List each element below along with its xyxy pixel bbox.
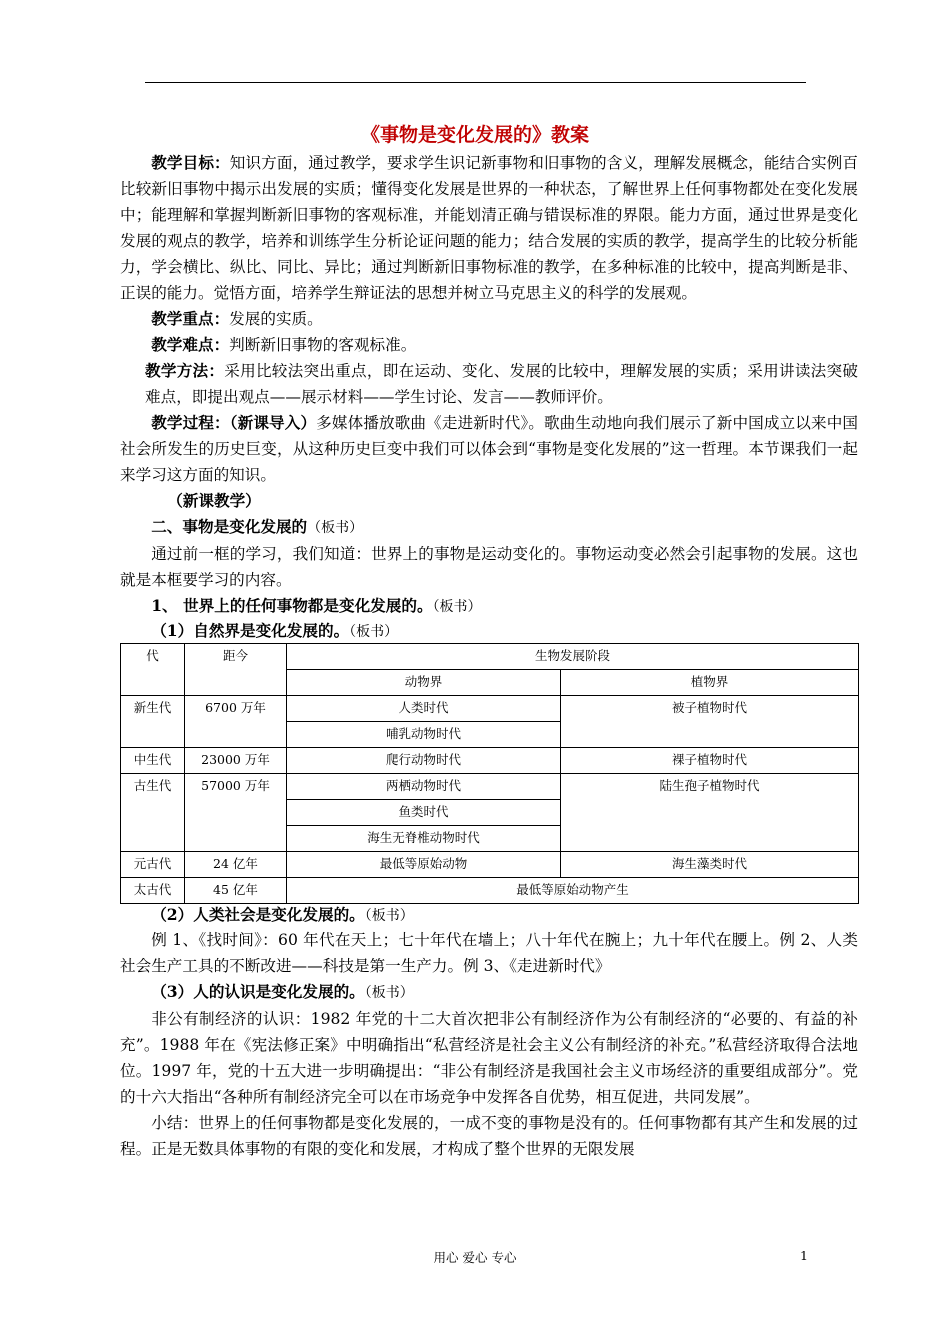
table-header-cell: 植物界 [561, 670, 859, 696]
process-label: 教学过程：（新课导入） [151, 413, 317, 432]
sub-two-note: （板书） [364, 908, 414, 924]
table-row [121, 878, 859, 904]
sub-three-title: （3）人的认识是变化发展的。 [151, 982, 365, 1001]
table-cell: 古生代 [121, 774, 185, 852]
point-one-title: 1、 世界上的任何事物都是变化发展的。 [151, 596, 433, 615]
table-cell: 鱼类时代 [287, 800, 561, 826]
difficulty-text: 判断新旧事物的客观标准。 [229, 336, 417, 354]
method-text: 采用比较法突出重点，即在运动、变化、发展的比较中，理解发展的实质；采用讲读法突破难点，即提出观点——展示材料——学生讨论、发言——教师评价。 [145, 362, 858, 406]
table-cell: 新生代 [121, 696, 185, 748]
table-cell: 45 亿年 [185, 878, 287, 904]
table-header-cell: 代 [121, 644, 185, 696]
table-cell: 中生代 [121, 748, 185, 774]
table-cell: 爬行动物时代 [287, 748, 561, 774]
table-cell: 陆生孢子植物时代 [561, 774, 859, 852]
summary-text: 小结：世界上的任何事物都是变化发展的，一成不变的事物是没有的。任何事物都有其产生和发展的过程。正是无数具体事物的有限的变化和发展，才构成了整个世界的无限发展 [120, 1114, 858, 1158]
table-cell: 24 亿年 [185, 852, 287, 878]
teaching-difficulties [120, 332, 858, 358]
point-one-note: （板书） [432, 599, 482, 615]
table-cell: 两栖动物时代 [287, 774, 561, 800]
table-row [121, 748, 859, 774]
new-lesson-heading: （新课教学） [167, 491, 261, 510]
point-one-heading [120, 593, 858, 620]
table-cell: 裸子植物时代 [561, 748, 859, 774]
goal-label: 教学目标： [151, 153, 230, 172]
sub-three-text: 非公有制经济的认识：1982 年党的十二大首次把非公有制经济作为公有制经济的“必要的、有益的补充”。1988 年在《宪法修正案》中明确指出“私营经济是社会主义公有制经济的补充。”私营经济取得合法地位。1997 年，党的十五大进一步明确提出：“非公有制经济是我国社会主义市场经济的重要组成部分”。党的十六大指出“各种所有制经济完全可以在市场竞争中发挥各自优势，相互促进，共同发展”。 [120, 1010, 858, 1106]
table-row [121, 852, 859, 878]
page-number: 1 [800, 1248, 808, 1263]
table-header-cell: 距今 [185, 644, 287, 696]
evolution-table [120, 643, 859, 904]
difficulty-label: 教学难点： [151, 335, 230, 354]
teaching-key-points [120, 306, 858, 332]
sub-three-note: （板书） [364, 985, 414, 1001]
sub-two-text: 例 1、《找时间》：60 年代在天上；七十年代在墙上；八十年代在腕上；九十年代在腰上。例 2、人类社会生产工具的不断改进——科技是第一生产力。例 3、《走进新时代》 [120, 931, 858, 975]
table-row [121, 774, 859, 800]
page-footer: 用心 爱心 专心 [433, 1250, 517, 1265]
table-cell: 最低等原始动物 [287, 852, 561, 878]
table-cell: 海生无脊椎动物时代 [287, 826, 561, 852]
sub-two-heading [120, 904, 858, 927]
table-cell: 23000 万年 [185, 748, 287, 774]
table-cell: 元古代 [121, 852, 185, 878]
process-text: 多媒体播放歌曲《走进新时代》。歌曲生动地向我们展示了新中国成立以来中国社会所发生的历史巨变，从这种历史巨变中我们可以体会到“事物是变化发展的”这一哲理。本节课我们一起来学习这方面的知识。 [120, 414, 859, 484]
page-title: 《事物是变化发展的》教案 [360, 124, 589, 146]
method-label: 教学方法： [145, 361, 225, 380]
table-row [121, 644, 859, 670]
table-cell: 最低等原始动物产生 [287, 878, 859, 904]
goal-text: 知识方面，通过教学，要求学生识记新事物和旧事物的含义，理解发展概念，能结合实例百比较新旧事物中揭示出发展的实质；懂得变化发展是世界的一种状态，了解世界上任何事物都处在变化发展中；能理解和掌握判断新旧事物的客观标准，并能划清正确与错误标准的界限。能力方面，通过世界是变化发展的观点的教学，培养和训练学生分析论证问题的能力；结合发展的实质的教学，提高学生的比较分析能力，学会横比、纵比、同比、异比；通过判断新旧事物标准的教学，在多种标准的比较中，提高判断是非、正误的能力。觉悟方面，培养学生辩证法的思想并树立马克思主义的科学的发展观。 [120, 154, 858, 302]
header-rule [145, 82, 806, 83]
table-cell: 被子植物时代 [561, 696, 859, 748]
table-cell: 人类时代 [287, 696, 561, 722]
table-header-cell: 动物界 [287, 670, 561, 696]
sub-one-note: （板书） [349, 624, 399, 640]
table-row [121, 696, 859, 722]
key-label: 教学重点： [151, 309, 230, 328]
sub-one-heading [120, 620, 858, 643]
section-two-note: （板书） [307, 520, 364, 536]
section-two-heading [120, 514, 858, 541]
table-cell: 海生藻类时代 [561, 852, 859, 878]
table-header-cell: 生物发展阶段 [287, 644, 859, 670]
document-body [120, 150, 858, 1162]
section-two-title: 二、事物是变化发展的 [151, 517, 308, 536]
table-cell: 6700 万年 [185, 696, 287, 748]
teaching-method [120, 358, 858, 410]
sub-three-heading [120, 979, 858, 1006]
table-cell: 太古代 [121, 878, 185, 904]
teaching-process [120, 410, 858, 488]
section-two-text: 通过前一框的学习，我们知道：世界上的事物是运动变化的。事物运动变必然会引起事物的发展。这也就是本框要学习的内容。 [120, 545, 858, 589]
sub-one-title: （1）自然界是变化发展的。 [151, 621, 350, 640]
table-cell: 57000 万年 [185, 774, 287, 852]
table-cell: 哺乳动物时代 [287, 722, 561, 748]
teaching-goals [120, 150, 858, 306]
key-text: 发展的实质。 [229, 310, 323, 328]
sub-two-title: （2）人类社会是变化发展的。 [151, 905, 365, 924]
